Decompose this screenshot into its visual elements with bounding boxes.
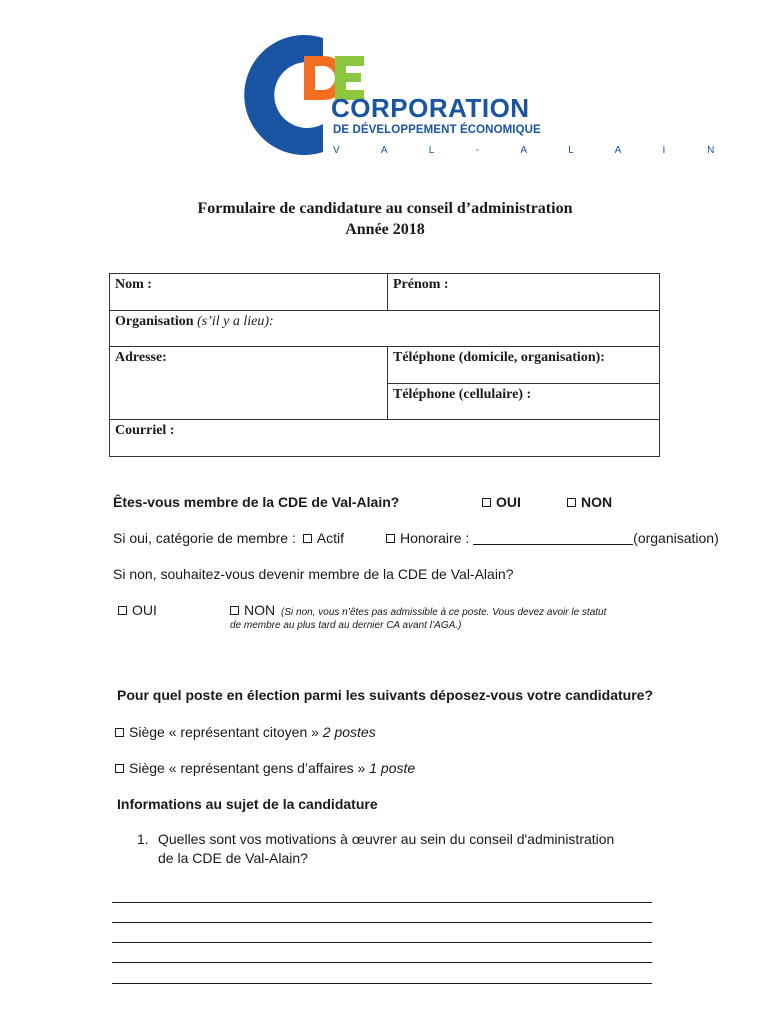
honoraire-checkbox[interactable]: [386, 534, 395, 543]
non-note-line1: (Si non, vous n’êtes pas admissible à ce poste. Vous devez avoir le statut: [281, 607, 607, 618]
poste-question: Pour quel poste en élection parmi les suivants déposez-vous votre candidature?: [117, 687, 654, 703]
answer-line[interactable]: [112, 922, 652, 923]
member-non-checkbox[interactable]: [567, 498, 576, 507]
member-oui-label: OUI: [496, 494, 521, 510]
actif-checkbox[interactable]: [303, 534, 312, 543]
citoyen-checkbox[interactable]: [115, 728, 124, 737]
candidature-heading: Informations au sujet de la candidature: [117, 796, 378, 812]
adresse-field[interactable]: [110, 347, 388, 420]
logo-location-text: V A L - A L A I N: [333, 145, 734, 156]
organisation-suffix: (organisation): [633, 530, 719, 546]
applicant-info-table: [109, 273, 660, 457]
category-label: Si oui, catégorie de membre :: [113, 530, 296, 546]
become-non-label: NON: [244, 602, 276, 618]
become-member-question: Si non, souhaitez-vous devenir membre de la CDE de Val-Alain?: [113, 566, 514, 582]
organisation-hint: (s’il y a lieu):: [197, 314, 274, 329]
honoraire-organisation-blank[interactable]: [473, 531, 633, 545]
form-title: Formulaire de candidature au conseil d’administration: [197, 200, 573, 217]
q1-text-line1: Quelles sont vos motivations à œuvrer au sein du conseil d'administration: [158, 831, 615, 847]
citoyen-count: 2 postes: [322, 724, 376, 740]
logo-subtitle-text: DE DÉVELOPPEMENT ÉCONOMIQUE: [333, 124, 541, 136]
become-non-option[interactable]: [230, 601, 606, 620]
prenom-field[interactable]: [388, 274, 660, 311]
poste-option-citoyen[interactable]: [115, 723, 376, 741]
courriel-label: Courriel :: [115, 423, 175, 438]
become-oui-label: OUI: [132, 602, 157, 618]
honoraire-label: Honoraire :: [400, 530, 470, 546]
organisation-field[interactable]: [110, 311, 660, 347]
organisation-label: Organisation: [115, 314, 194, 329]
become-oui-option[interactable]: [118, 601, 157, 619]
form-year: Année 2018: [345, 221, 425, 238]
affaires-label: Siège « représentant gens d’affaires »: [129, 760, 366, 776]
member-oui-option[interactable]: [482, 493, 521, 511]
nom-field[interactable]: [110, 274, 388, 311]
member-non-label: NON: [581, 494, 613, 510]
answer-line[interactable]: [112, 942, 652, 943]
membership-question: Êtes-vous membre de la CDE de Val-Alain?: [113, 494, 400, 510]
affaires-count: 1 poste: [369, 760, 416, 776]
citoyen-label: Siège « représentant citoyen »: [129, 724, 319, 740]
affaires-checkbox[interactable]: [115, 764, 124, 773]
nom-label: Nom :: [115, 277, 152, 292]
become-oui-checkbox[interactable]: [118, 606, 127, 615]
answer-line[interactable]: [112, 902, 652, 903]
non-note-line2: de membre au plus tard au dernier CA avant l’AGA.): [230, 620, 462, 631]
tel-cellulaire-field[interactable]: [388, 384, 660, 420]
become-non-checkbox[interactable]: [230, 606, 239, 615]
honoraire-row: [386, 529, 719, 547]
tel-cellulaire-label: Téléphone (cellulaire) :: [393, 387, 532, 402]
answer-line[interactable]: [112, 962, 652, 963]
answer-line[interactable]: [112, 983, 652, 984]
courriel-field[interactable]: [110, 420, 660, 457]
adresse-label: Adresse:: [115, 350, 167, 365]
actif-label: Actif: [316, 530, 344, 546]
member-oui-checkbox[interactable]: [482, 498, 491, 507]
q1-number: 1.: [137, 831, 149, 847]
poste-option-affaires[interactable]: [115, 759, 415, 777]
prenom-label: Prénom :: [393, 277, 449, 292]
q1-text-line2: de la CDE de Val-Alain?: [158, 850, 308, 866]
tel-domicile-field[interactable]: [388, 347, 660, 384]
logo-corporation-text: CORPORATION: [331, 93, 530, 123]
category-row: [113, 529, 344, 547]
tel-domicile-label: Téléphone (domicile, organisation):: [393, 350, 605, 365]
member-non-option[interactable]: [567, 493, 612, 511]
